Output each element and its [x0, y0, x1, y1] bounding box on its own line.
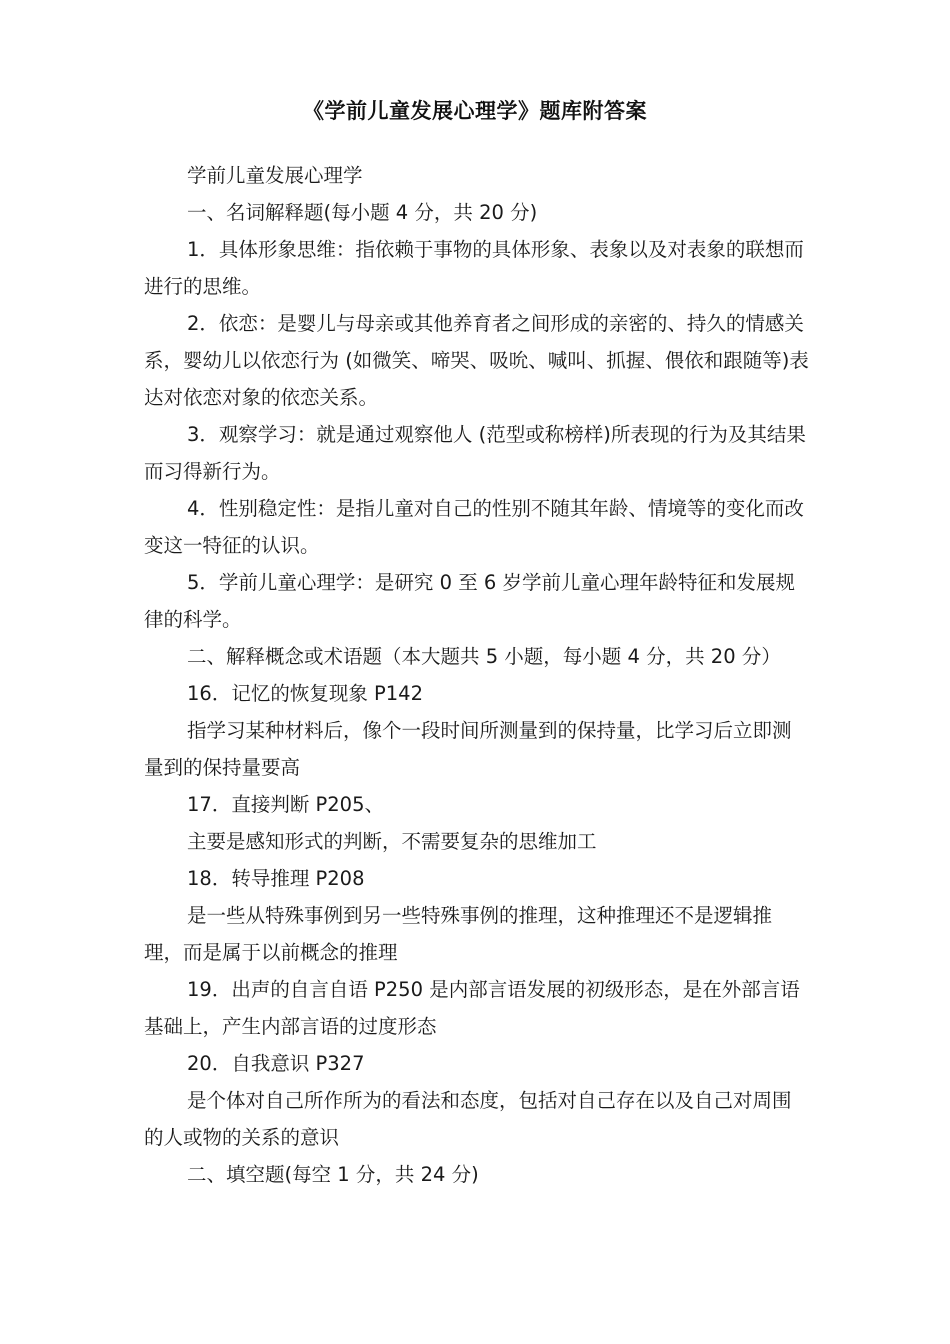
paragraph-item-16-heading: 16．记忆的恢复现象 P142	[187, 682, 423, 705]
section-heading-fill-blank: 二、填空题(每空 1 分，共 24 分)	[187, 1163, 479, 1186]
paragraph-item-4: 4．性别稳定性：是指儿童对自己的性别不随其年龄、情境等的变化而改变这一特征的认识。	[144, 497, 804, 557]
paragraph-item-20-answer: 是个体对自己所作所为的看法和态度，包括对自己存在以及自己对周围的人或物的关系的意识	[144, 1089, 792, 1149]
document-body	[144, 157, 809, 1193]
paragraph-item-20-heading: 20．自我意识 P327	[187, 1052, 365, 1075]
document-title: 《学前儿童发展心理学》题库附答案	[303, 99, 647, 123]
section-heading-terms: 一、名词解释题(每小题 4 分，共 20 分)	[187, 201, 538, 224]
paragraph-subject: 学前儿童发展心理学	[187, 164, 363, 187]
paragraph-item-16-answer: 指学习某种材料后，像个一段时间所测量到的保持量，比学习后立即测量到的保持量要高	[144, 719, 792, 779]
paragraph-item-3: 3．观察学习：就是通过观察他人 (范型或称榜样)所表现的行为及其结果而习得新行为。	[144, 423, 806, 483]
paragraph-item-2: 2．依恋：是婴儿与母亲或其他养育者之间形成的亲密的、持久的情感关系，婴幼儿以依恋行为 (如微笑、啼哭、吸吮、喊叫、抓握、偎依和跟随等)表达对依恋对象的依恋关系。	[144, 312, 809, 409]
paragraph-item-18-heading: 18．转导推理 P208	[187, 867, 365, 890]
paragraph-item-17-heading: 17．直接判断 P205、	[187, 793, 384, 816]
paragraph-item-1: 1．具体形象思维：指依赖于事物的具体形象、表象以及对表象的联想而进行的思维。	[144, 238, 804, 298]
section-heading-concepts: 二、解释概念或术语题（本大题共 5 小题，每小题 4 分，共 20 分）	[187, 645, 781, 668]
paragraph-item-5: 5．学前儿童心理学：是研究 0 至 6 岁学前儿童心理年龄特征和发展规律的科学。	[144, 571, 796, 631]
paragraph-item-19: 19．出声的自言自语 P250 是内部言语发展的初级形态，是在外部言语基础上，产生内部言语的过度形态	[144, 978, 800, 1038]
paragraph-item-17-answer: 主要是感知形式的判断，不需要复杂的思维加工	[187, 830, 597, 853]
paragraph-item-18-answer: 是一些从特殊事例到另一些特殊事例的推理，这种推理还不是逻辑推理，而是属于以前概念的推理	[144, 904, 773, 964]
